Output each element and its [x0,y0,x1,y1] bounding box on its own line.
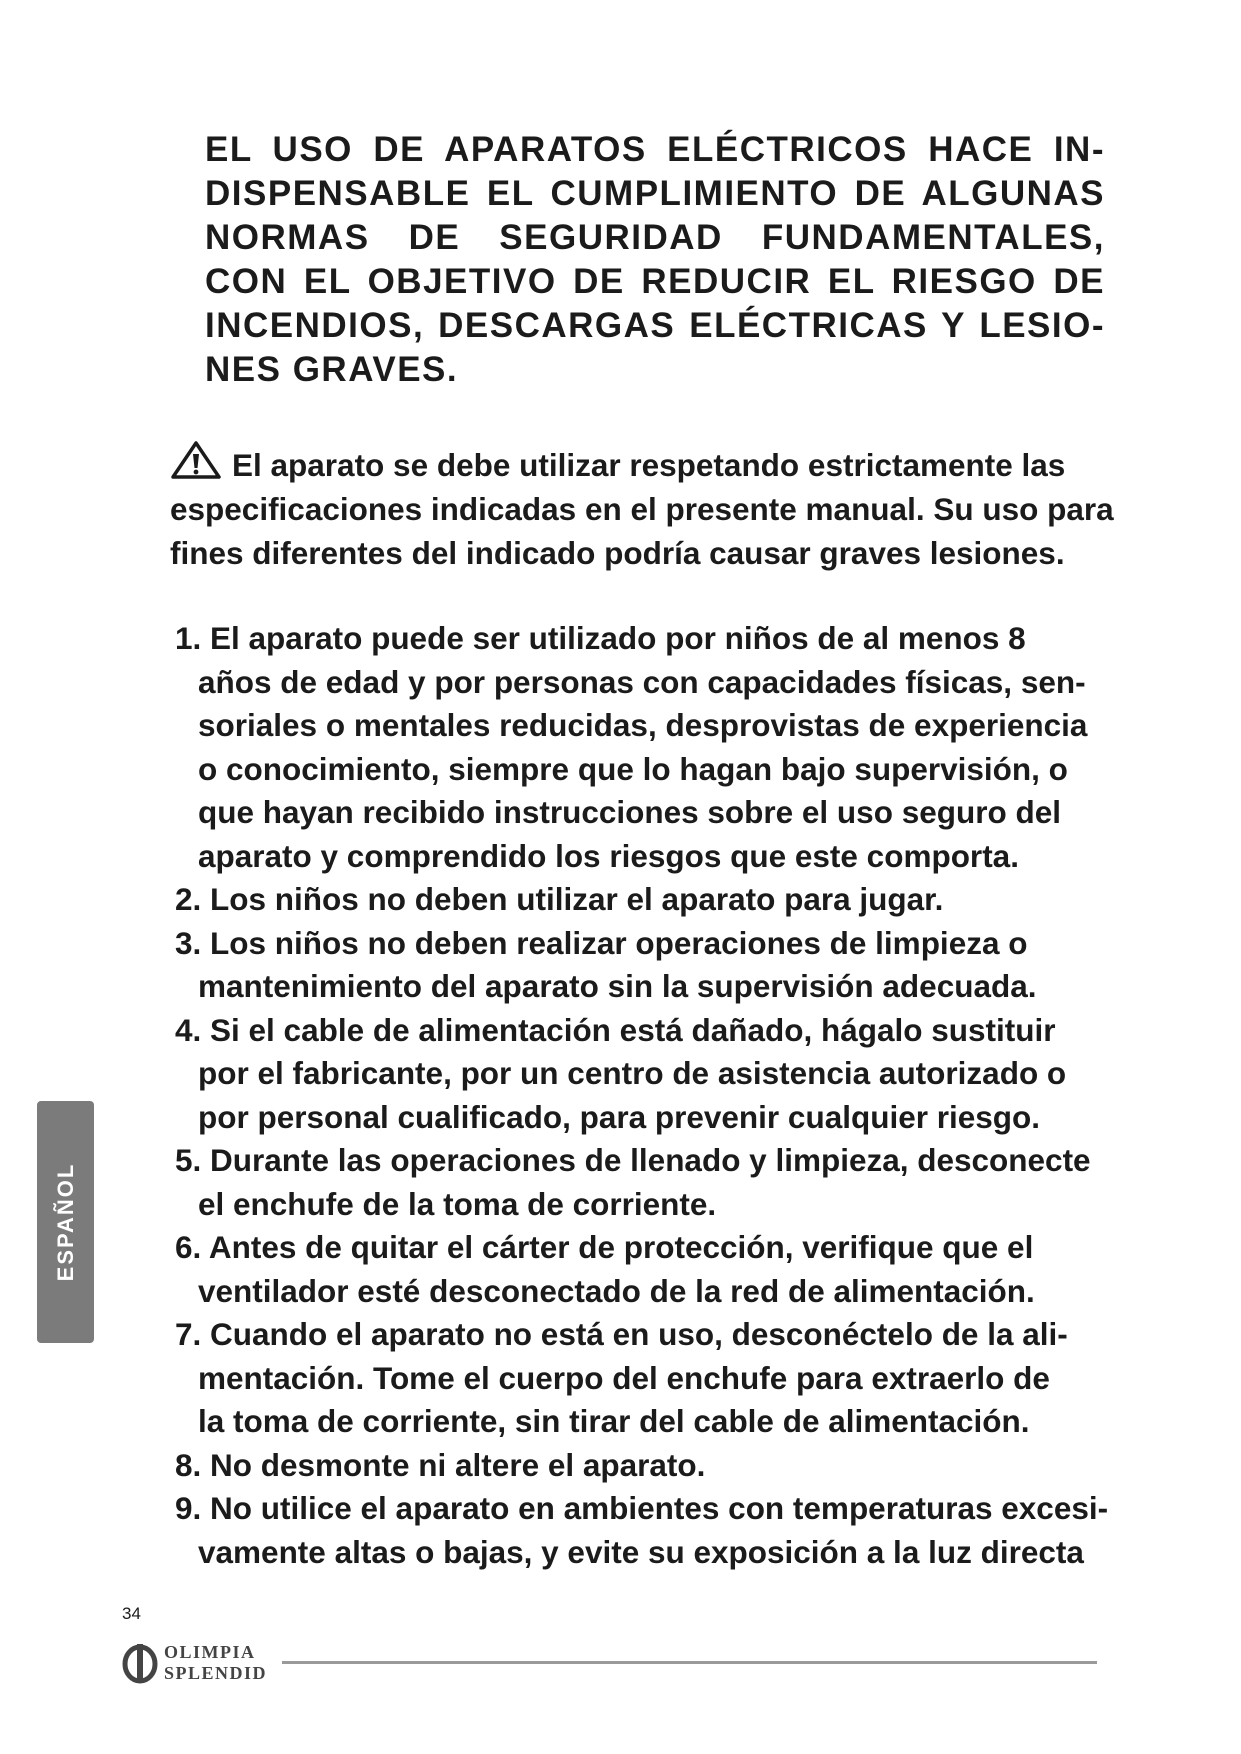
warning-line: especificaciones indicadas en el presente manual. Su uso para [170,491,1114,527]
list-item-8-line: 8. No desmonte ni altere el aparato. [175,1446,706,1483]
warning-triangle-icon [170,440,222,480]
list-item-6-line: 6. Antes de quitar el cárter de protección, verifique que el [175,1229,1034,1265]
list-item-1-line: años de edad y por personas con capacidades físicas, sen- [198,663,1086,700]
list-item-4-line: por personal cualificado, para prevenir cualquier riesgo. [198,1098,1041,1135]
warning-line [170,440,1130,487]
safety-list [175,617,1155,1574]
list-item-7-line: mentación. Tome el cuerpo del enchufe para extraerlo de [198,1359,1050,1396]
list-item-1-line: o conocimiento, siempre que lo hagan bajo supervisión, o [198,750,1068,787]
list-item-4-line: por el fabricante, por un centro de asistencia autorizado o [198,1055,1067,1091]
language-label: ESPAÑOL [52,1162,78,1282]
warning-line: fines diferentes del indicado podría causar graves lesiones. [170,535,1065,571]
list-item-9-line: 9. No utilice el aparato en ambientes con temperaturas excesi- [175,1490,1109,1526]
brand-logo [120,1640,280,1686]
logo-line-2: SPLENDID [164,1663,268,1683]
list-item-3-line: 3. Los niños no deben realizar operaciones de limpieza o [175,924,1028,961]
heading-line: NES GRAVES. [205,350,459,389]
language-side-tab [37,1101,94,1343]
page-number: 34 [122,1604,141,1623]
heading-line: EL USO DE APARATOS ELÉCTRICOS HACE IN- [205,130,1105,169]
list-item-7-line: la toma de corriente, sin tirar del cable de alimentación. [198,1403,1030,1439]
warning-paragraph [170,440,1130,575]
list-item-1-line: soriales o mentales reducidas, desprovistas de experiencia [198,707,1088,743]
list-item-4-line: 4. Si el cable de alimentación está dañado, hágalo sustituir [175,1011,1056,1048]
logo-line-1: OLIMPIA [164,1642,256,1662]
list-item-5-line: el enchufe de la toma de corriente. [198,1185,717,1222]
list-item-1-line: que hayan recibido instrucciones sobre el uso seguro del [198,794,1061,830]
heading-line: CON EL OBJETIVO DE REDUCIR EL RIESGO DE [205,262,1105,301]
brand-logo-icon [120,1640,160,1686]
heading-line: INCENDIOS, DESCARGAS ELÉCTRICAS Y LESIO- [205,306,1105,345]
list-item-7-line: 7. Cuando el aparato no está en uso, desconéctelo de la ali- [175,1316,1068,1352]
list-item-3-line: mantenimiento del aparato sin la supervisión adecuada. [198,968,1037,1004]
list-item-9-line: vamente altas o bajas, y evite su exposición a la luz directa [198,1533,1084,1570]
heading-line: DISPENSABLE EL CUMPLIMIENTO DE ALGUNAS [205,174,1105,213]
list-item-6-line: ventilador esté desconectado de la red de alimentación. [198,1272,1035,1309]
list-item-1-line: 1. El aparato puede ser utilizado por niños de al menos 8 [175,620,1026,656]
list-item-2-line: 2. Los niños no deben utilizar el aparato para jugar. [175,881,944,917]
footer-divider [282,1661,1097,1664]
list-item-1-line: aparato y comprendido los riesgos que este comporta. [198,837,1019,874]
list-item-5-line: 5. Durante las operaciones de llenado y limpieza, desconecte [175,1142,1091,1178]
heading-line: NORMAS DE SEGURIDAD FUNDAMENTALES, [205,218,1105,257]
safety-heading [205,128,1105,392]
warning-text: El aparato se debe utilizar respetando estrictamente las [232,447,1066,483]
